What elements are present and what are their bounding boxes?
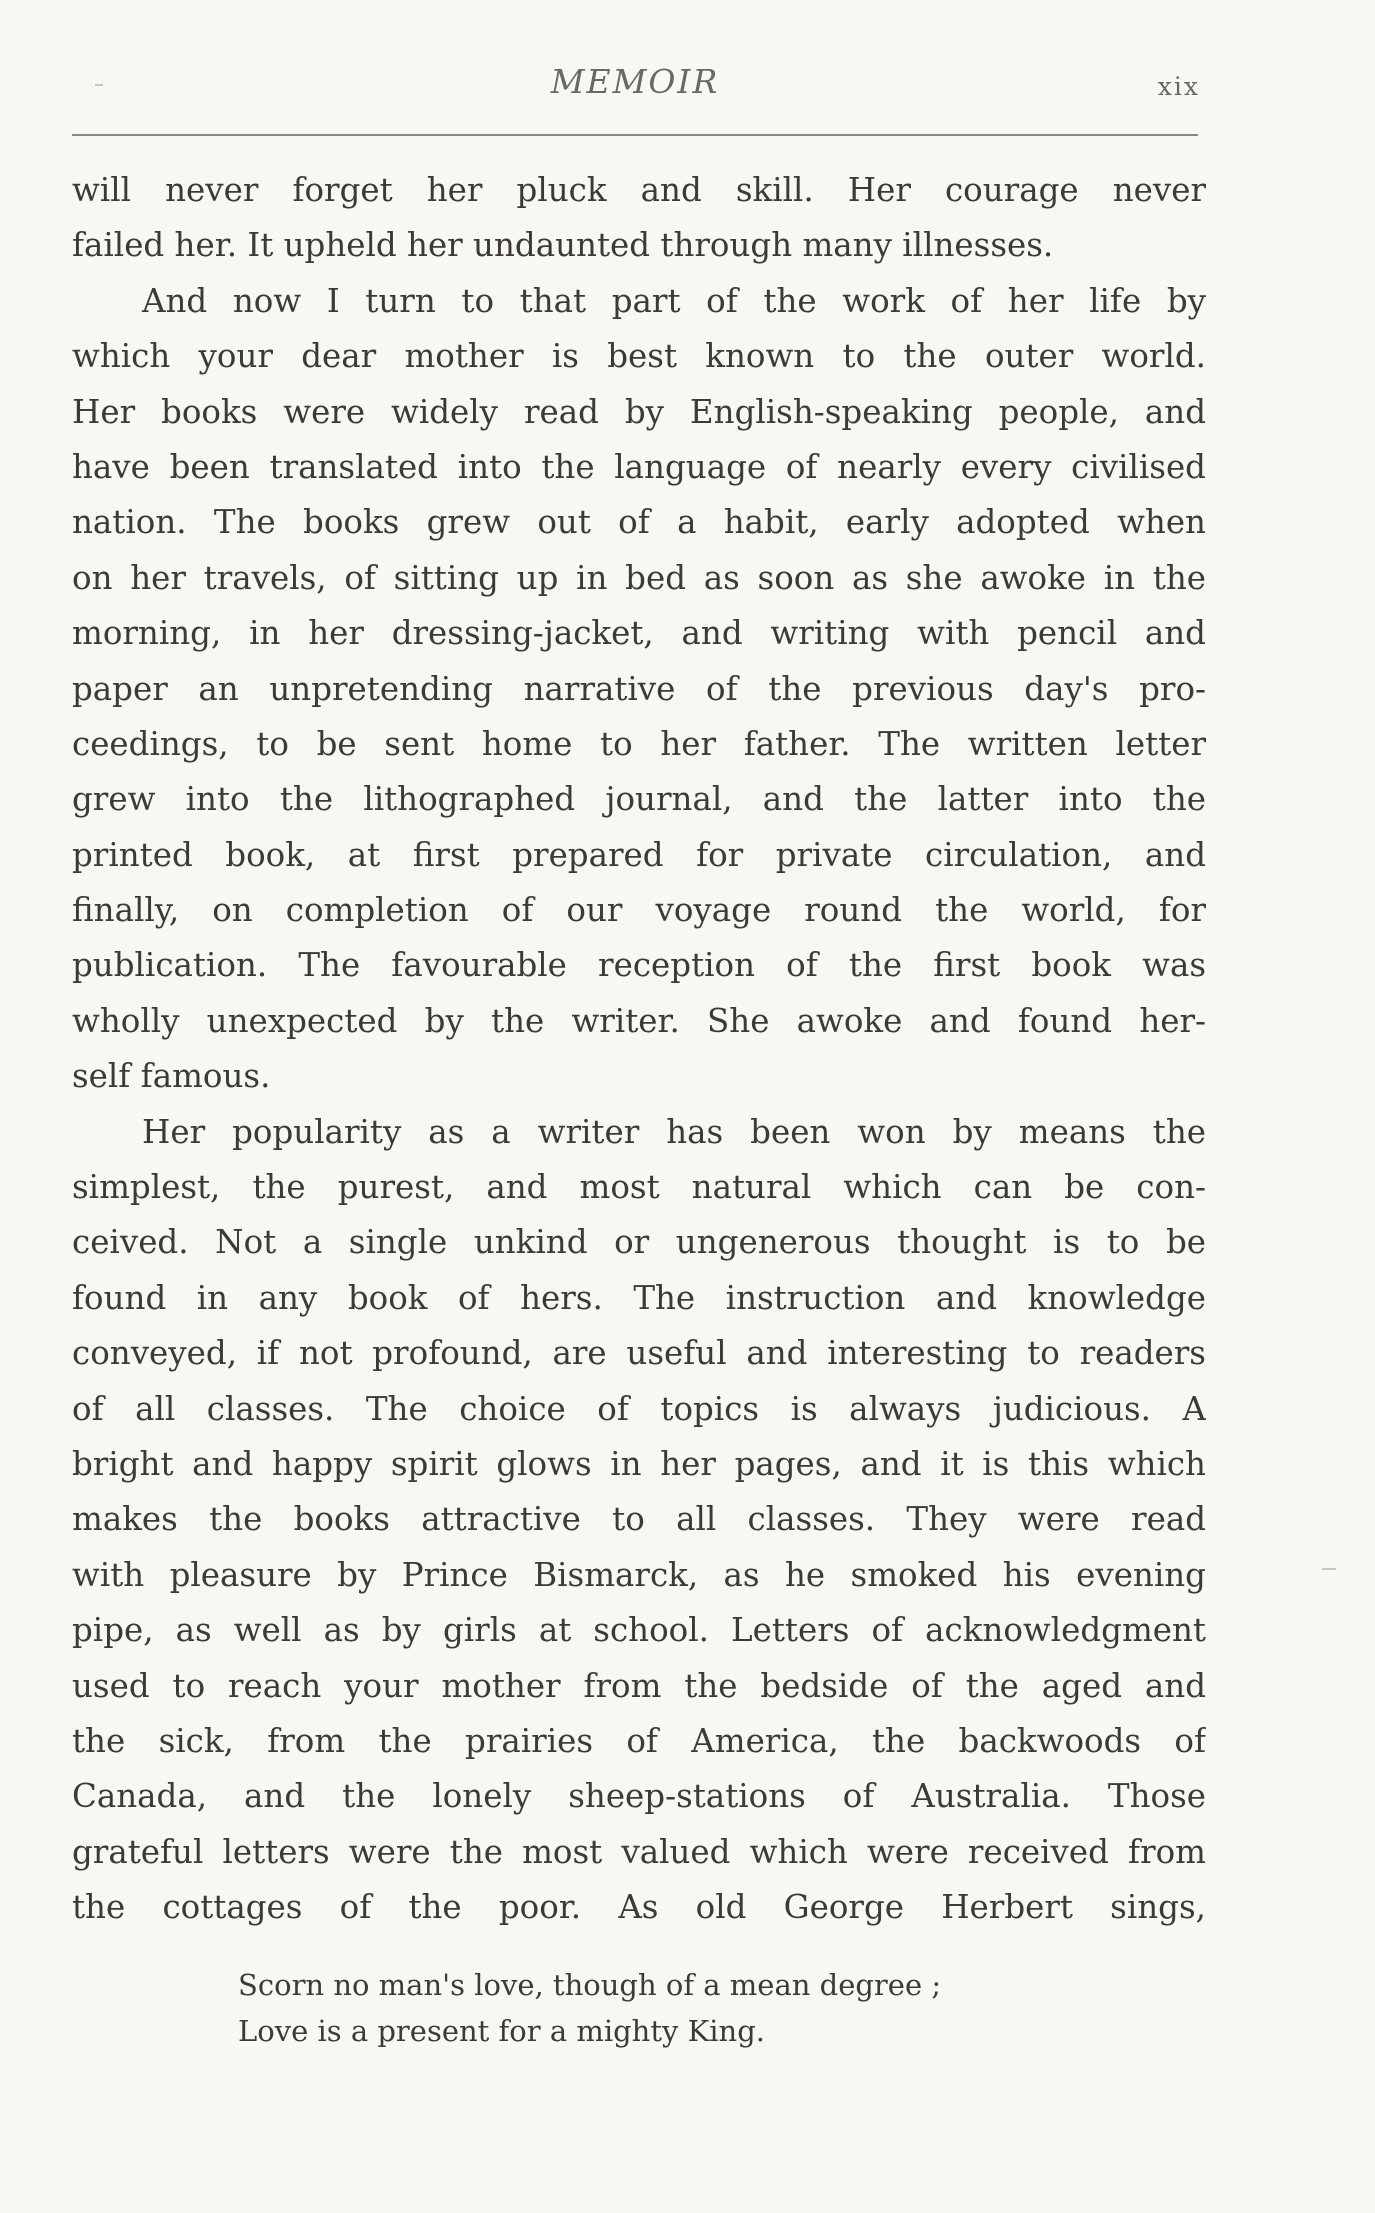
verse-quotation <box>238 1962 941 2054</box>
running-title: MEMOIR <box>550 62 720 101</box>
text-line: the cottages of the poor. As old George Herbert sings, <box>72 1888 1206 1927</box>
text-line: will never forget her pluck and skill. Her courage never <box>72 171 1206 209</box>
text-line: printed book, at first prepared for private circulation, and <box>72 835 1206 874</box>
text-line: ceived. Not a single unkind or ungenerous thought is to be <box>72 1223 1206 1262</box>
text-line: on her travels, of sitting up in bed as soon as she awoke in the <box>72 558 1206 597</box>
text-line: Her books were widely read by English-speaking people, and <box>72 392 1206 431</box>
text-line: publication. The favourable reception of the first book was <box>72 946 1206 985</box>
text-line: simplest, the purest, and most natural which can be con- <box>72 1168 1206 1207</box>
text-line: paper an unpretending narrative of the previous day's pro- <box>72 669 1206 708</box>
text-line: wholly unexpected by the writer. She awoke and found her- <box>72 1001 1206 1040</box>
text-line: grateful letters were the most valued which were received from <box>72 1832 1206 1871</box>
paragraph-start-line: Her popularity as a writer has been won by means the <box>142 1112 1206 1151</box>
text-line: failed her. It upheld her undaunted through many illnesses. <box>72 226 1054 265</box>
text-line: used to reach your mother from the bedside of the aged and <box>72 1666 1206 1705</box>
page-number: xix <box>1157 72 1200 101</box>
text-line: grew into the lithographed journal, and the latter into the <box>72 780 1206 819</box>
body-text <box>72 163 1206 1936</box>
text-line: the sick, from the prairies of America, the backwoods of <box>72 1721 1206 1760</box>
text-line: makes the books attractive to all classes. They were read <box>72 1500 1206 1539</box>
text-line: nation. The books grew out of a habit, early adopted when <box>72 503 1206 542</box>
verse-line: Love is a present for a mighty King. <box>238 2014 765 2048</box>
text-line: which your dear mother is best known to the outer world. <box>72 337 1206 376</box>
text-line: pipe, as well as by girls at school. Letters of acknowledgment <box>72 1611 1206 1650</box>
margin-mark <box>95 84 103 86</box>
text-line: finally, on completion of our voyage round the world, for <box>72 891 1206 930</box>
text-line: morning, in her dressing-jacket, and writing with pencil and <box>72 614 1206 653</box>
text-line: ceedings, to be sent home to her father. The written letter <box>72 724 1206 763</box>
text-line: have been translated into the language of nearly every civilised <box>72 447 1206 486</box>
text-line: with pleasure by Prince Bismarck, as he smoked his evening <box>72 1555 1206 1594</box>
verse-line: Scorn no man's love, though of a mean degree ; <box>238 1968 942 2002</box>
text-line: of all classes. The choice of topics is always judicious. A <box>72 1389 1206 1428</box>
text-line: conveyed, if not profound, are useful and interesting to readers <box>72 1334 1206 1373</box>
page-header <box>70 62 1200 112</box>
text-line: self famous. <box>72 1057 271 1096</box>
header-rule <box>72 134 1198 136</box>
margin-mark <box>1322 1568 1336 1570</box>
paragraph-start-line: And now I turn to that part of the work of her life by <box>142 281 1206 320</box>
text-line: Canada, and the lonely sheep-stations of Australia. Those <box>72 1777 1206 1816</box>
text-line: found in any book of hers. The instruction and knowledge <box>72 1278 1206 1317</box>
text-line: bright and happy spirit glows in her pages, and it is this which <box>72 1444 1206 1483</box>
